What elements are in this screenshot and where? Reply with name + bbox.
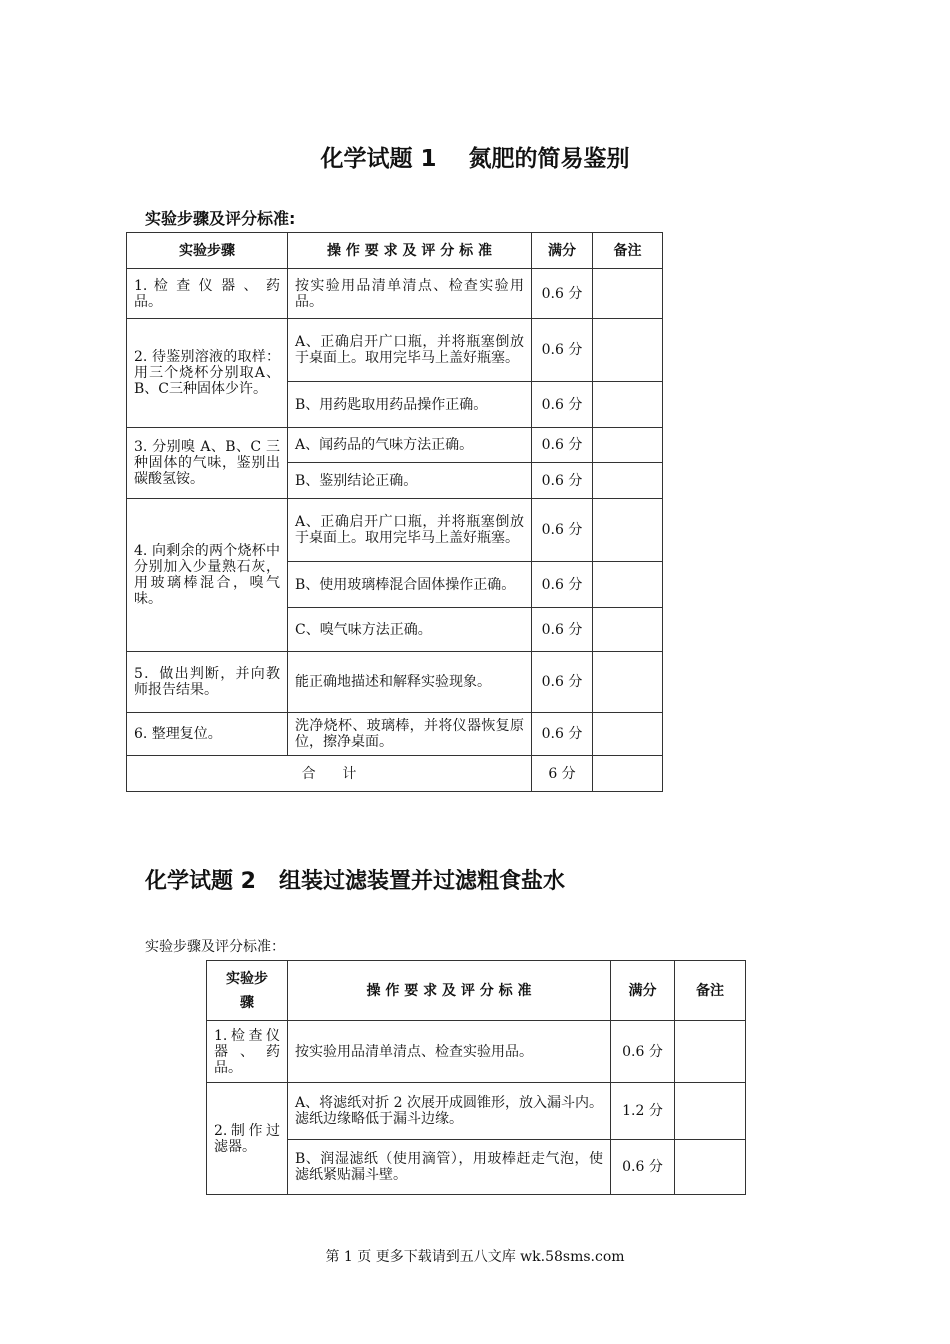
remark-cell	[593, 499, 663, 562]
header-requirement: 操 作 要 求 及 评 分 标 准	[288, 233, 532, 269]
remark-cell	[593, 713, 663, 756]
requirement-cell: B、使用玻璃棒混合固体操作正确。	[288, 562, 532, 608]
remark-cell	[593, 756, 663, 792]
header-score: 满分	[611, 961, 675, 1021]
header-remark: 备注	[675, 961, 746, 1021]
remark-cell	[593, 428, 663, 463]
table-row	[127, 319, 663, 382]
page-footer: 第 1 页 更多下载请到五八文库 wk.58sms.com	[325, 1249, 625, 1265]
step-cell: 2.制作过滤器。	[207, 1083, 288, 1195]
scoring-table-1	[126, 232, 663, 792]
score-cell: 0.6 分	[532, 652, 593, 713]
step-cell: 2. 待鉴别溶液的取样：用三个烧杯分别取A、B、C三种固体少许。	[127, 319, 288, 428]
remark-cell	[593, 319, 663, 382]
step-cell: 5．做出判断，并向教师报告结果。	[127, 652, 288, 713]
score-cell: 0.6 分	[532, 319, 593, 382]
scoring-table-2	[206, 960, 746, 1195]
score-cell: 0.6 分	[611, 1021, 675, 1083]
header-step: 实验步骤	[207, 961, 288, 1021]
requirement-cell: 按实验用品清单清点、检查实验用品。	[288, 1021, 611, 1083]
score-cell: 0.6 分	[532, 713, 593, 756]
score-cell: 0.6 分	[532, 608, 593, 652]
requirement-cell: B、润湿滤纸（使用滴管），用玻棒赶走气泡，使滤纸紧贴漏斗壁。	[288, 1140, 611, 1195]
total-label: 合 计	[127, 756, 532, 792]
requirement-cell: A、将滤纸对折 2 次展开成圆锥形，放入漏斗内。滤纸边缘略低于漏斗边缘。	[288, 1083, 611, 1140]
requirement-cell: B、用药匙取用药品操作正确。	[288, 382, 532, 428]
page-title-1: 化学试题 1 氮肥的简易鉴别	[320, 146, 630, 172]
score-cell: 1.2 分	[611, 1083, 675, 1140]
requirement-cell: B、鉴别结论正确。	[288, 463, 532, 499]
section-subtitle-1: 实验步骤及评分标准:	[145, 209, 296, 228]
requirement-cell: A、闻药品的气味方法正确。	[288, 428, 532, 463]
table-row	[127, 269, 663, 319]
requirement-cell: 洗净烧杯、玻璃棒，并将仪器恢复原位，擦净桌面。	[288, 713, 532, 756]
remark-cell	[593, 463, 663, 499]
table-row	[127, 713, 663, 756]
score-cell: 0.6 分	[532, 499, 593, 562]
score-cell: 0.6 分	[532, 562, 593, 608]
score-cell: 0.6 分	[532, 428, 593, 463]
requirement-cell: 按实验用品清单清点、检查实验用品。	[288, 269, 532, 319]
step-cell: 1.检查仪器、药品。	[207, 1021, 288, 1083]
page-title-2: 化学试题 2 组装过滤装置并过滤粗食盐水	[145, 869, 565, 894]
header-remark: 备注	[593, 233, 663, 269]
remark-cell	[675, 1021, 746, 1083]
remark-cell	[593, 652, 663, 713]
table-header-row	[127, 233, 663, 269]
remark-cell	[593, 608, 663, 652]
table-row	[127, 652, 663, 713]
remark-cell	[593, 562, 663, 608]
score-cell: 0.6 分	[532, 382, 593, 428]
header-step: 实验步骤	[127, 233, 288, 269]
header-requirement: 操 作 要 求 及 评 分 标 准	[288, 961, 611, 1021]
remark-cell	[593, 269, 663, 319]
requirement-cell: A、正确启开广口瓶，并将瓶塞倒放于桌面上。取用完毕马上盖好瓶塞。	[288, 319, 532, 382]
total-row	[127, 756, 663, 792]
requirement-cell: 能正确地描述和解释实验现象。	[288, 652, 532, 713]
table-row	[127, 499, 663, 562]
table-header-row	[207, 961, 746, 1021]
step-cell: 1. 检 查 仪 器 、 药品。	[127, 269, 288, 319]
table-row	[207, 1140, 746, 1195]
header-score: 满分	[532, 233, 593, 269]
remark-cell	[675, 1140, 746, 1195]
step-cell: 4. 向剩余的两个烧杯中分别加入少量熟石灰，用玻璃棒混合，嗅气味。	[127, 499, 288, 652]
score-cell: 0.6 分	[611, 1140, 675, 1195]
total-score: 6 分	[532, 756, 593, 792]
table-row	[207, 1021, 746, 1083]
section-subtitle-2: 实验步骤及评分标准：	[145, 939, 285, 955]
remark-cell	[675, 1083, 746, 1140]
remark-cell	[593, 382, 663, 428]
score-cell: 0.6 分	[532, 463, 593, 499]
table-row	[207, 1083, 746, 1140]
requirement-cell: A、正确启开广口瓶，并将瓶塞倒放于桌面上。取用完毕马上盖好瓶塞。	[288, 499, 532, 562]
score-cell: 0.6 分	[532, 269, 593, 319]
table-row	[127, 428, 663, 463]
requirement-cell: C、嗅气味方法正确。	[288, 608, 532, 652]
step-cell: 6. 整理复位。	[127, 713, 288, 756]
step-cell: 3. 分别嗅 A、B、C 三种固体的气味，鉴别出碳酸氢铵。	[127, 428, 288, 499]
